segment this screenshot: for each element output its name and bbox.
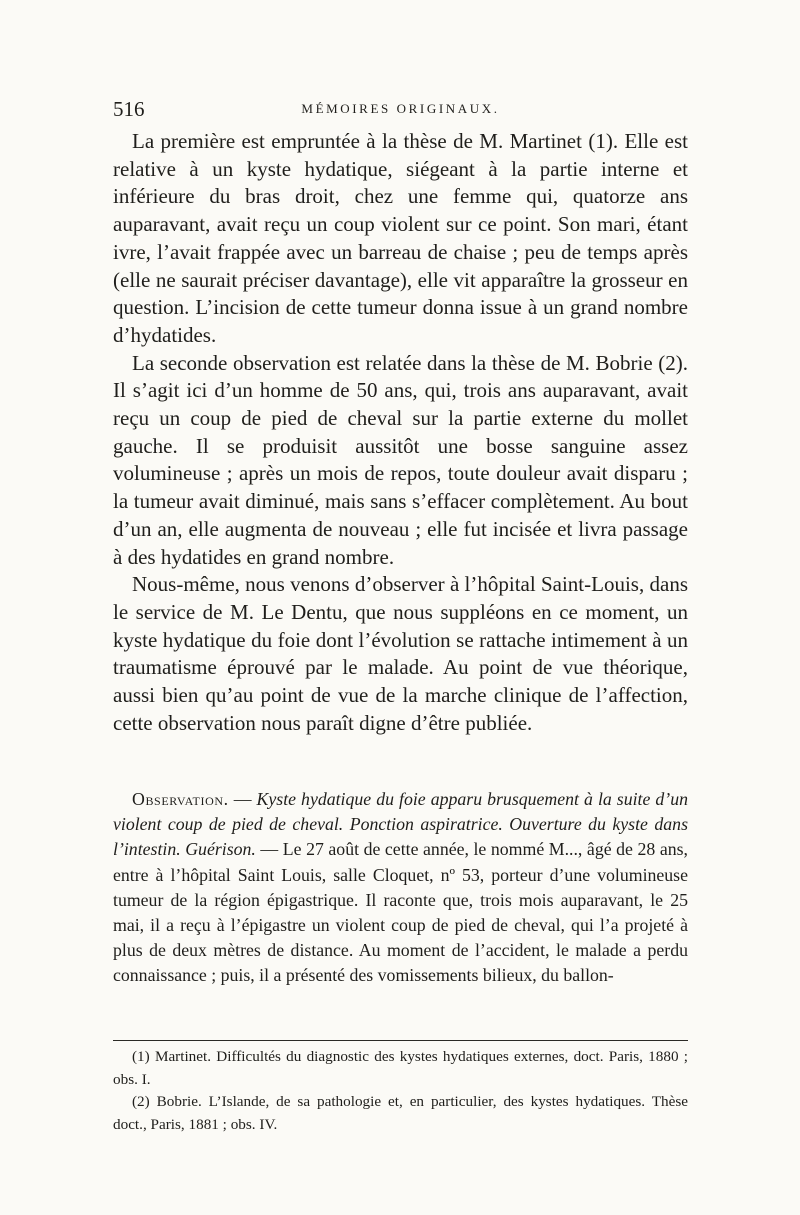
observation xyxy=(113,787,688,989)
running-head: MÉMOIRES ORIGINAUX. xyxy=(301,101,500,116)
observation-dash: — xyxy=(228,789,257,809)
body-text xyxy=(113,128,688,737)
paragraph-martinet: La première est empruntée à la thèse de M. Martinet (1). Elle est relative à un kyste hydatique, siégeant à la partie interne et inférieure du bras droit, chez une femme qui, quatorze ans auparavant, avait reçu un coup violent sur ce point. Son mari, étant ivre, l’avait frappée avec un barreau de chaise ; peu de temps après (elle ne saurait préciser davantage), elle vit apparaître la grosseur en question. L’incision de cette tumeur donna issue à un grand nombre d’hydatides. xyxy=(113,129,688,347)
observation-label: Observation. xyxy=(132,789,229,809)
paragraph-bobrie: La seconde observation est relatée dans la thèse de M. Bobrie (2). Il s’agit ici d’un homme de 50 ans, qui, trois ans auparavant, avait reçu un coup de pied de cheval sur la partie externe du mollet gauche. Il se produisit aussitôt une bosse sanguine assez volumineuse ; après un mois de repos, toute douleur avait disparu ; la tumeur avait diminué, mais sans s’effacer complètement. Au bout d’un an, elle augmenta de nouveau ; elle fut incisée et livra passage à des hydatides en grand nombre. xyxy=(113,350,688,569)
footnote-1: (1) Martinet. Difficultés du diagnostic des kystes hydatiques externes, doct. Paris, 1880 ; obs. I. xyxy=(113,1048,688,1088)
page-number: 516 xyxy=(113,97,145,121)
page-header xyxy=(113,96,688,122)
paragraph-saint-louis: Nous-même, nous venons d’observer à l’hôpital Saint-Louis, dans le service de M. Le Dentu, que nous suppléons en ce moment, un kyste hydatique du foie dont l’évolution se rattache intimement à un traumatisme éprouvé par le malade. Au point de vue théorique, aussi bien qu’au point de vue de la marche clinique de l’affection, cette observation nous paraît digne d’être publiée. xyxy=(113,572,688,735)
footnotes xyxy=(113,1046,688,1136)
footnote-rule xyxy=(113,1040,688,1041)
footnote-2: (2) Bobrie. L’Islande, de sa pathologie et, en particulier, des kystes hydatiques. Thèse doct., Paris, 1881 ; obs. IV. xyxy=(113,1093,688,1133)
observation-text: — Le 27 août de cette année, le nommé M..., âgé de 28 ans, entre à l’hôpital Saint Louis, salle Cloquet, nº 53, porteur d’une volumineuse tumeur de la région épigastrique. Il raconte que, trois mois auparavant, le 25 mai, il a reçu à l’épigastre un violent coup de pied de cheval, qui l’a projeté à plus de deux mètres de distance. Au moment de l’accident, le malade a perdu connaissance ; puis, il a présenté des vomissements bilieux, du ballon- xyxy=(113,839,688,986)
observation-title: Kyste hydatique du foie apparu brusquement à la suite d’un violent coup de pied de cheval. Ponction aspiratrice. Ouverture du kyste dans l’intestin. Guérison. xyxy=(113,789,689,860)
